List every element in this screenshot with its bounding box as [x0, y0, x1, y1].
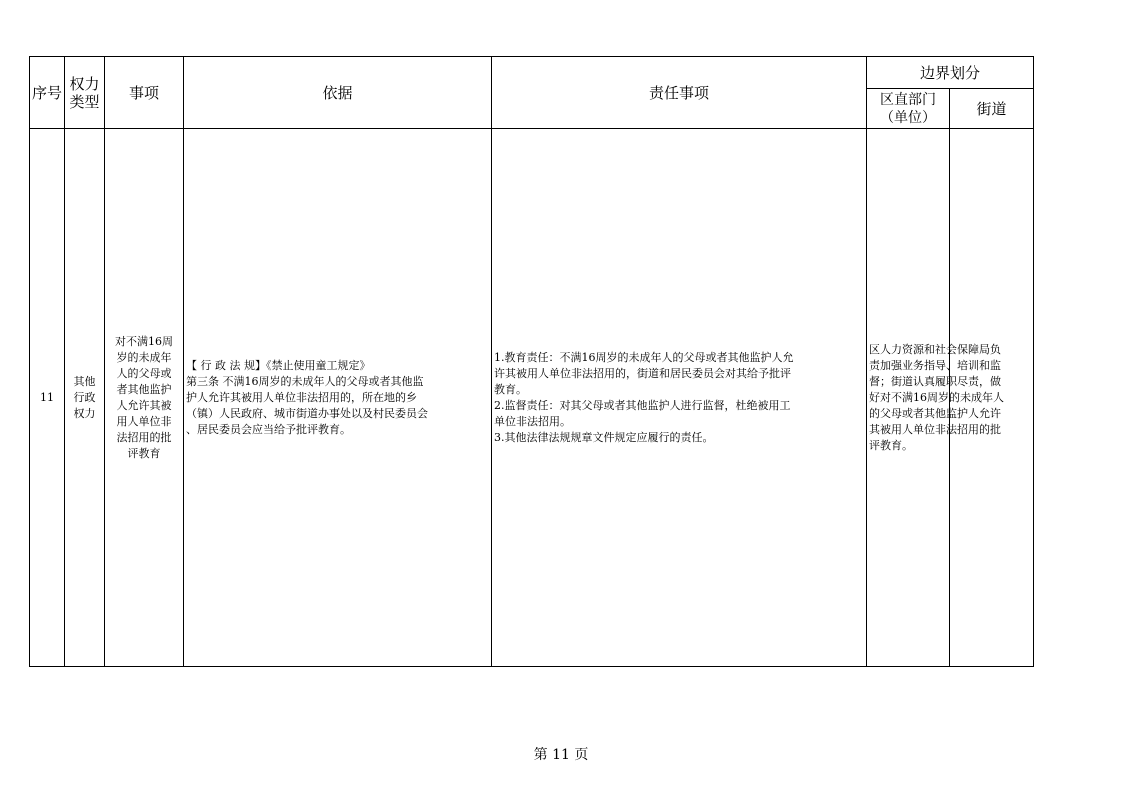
header-row-1: [30, 57, 1034, 89]
cell-item: [105, 129, 184, 667]
cell-responsibility-line: 3.其他法律法规规章文件规定应履行的责任。: [494, 430, 714, 444]
cell-responsibility-line: 许其被用人单位非法招用的，街道和居民委员会对其给予批评: [494, 366, 791, 380]
table-row: [30, 129, 1034, 667]
header-seq: 序号: [30, 57, 65, 129]
cell-responsibility-line: 1.教育责任：不满16周岁的未成年人的父母或者其他监护人允: [494, 350, 794, 364]
cell-basis-line: 【 行 政 法 规】《禁止使用童工规定》: [186, 358, 371, 372]
cell-responsibility: [492, 129, 867, 667]
cell-item-line: 人的父母或: [116, 366, 172, 380]
cell-district-dept-line: 好对不满16周岁的未成年人: [869, 390, 1004, 404]
header-district-dept-line2: （单位）: [880, 109, 936, 126]
page-number: 第 11 页: [533, 747, 589, 763]
cell-basis-line: 、居民委员会应当给予批评教育。: [186, 422, 351, 436]
cell-item-line: 人允许其被: [116, 398, 172, 412]
cell-item-line: 岁的未成年: [116, 350, 172, 364]
cell-district-dept-line: 责加强业务指导、培训和监: [869, 358, 1001, 372]
header-power-type-line2: 类型: [69, 92, 100, 111]
header-street: 街道: [950, 89, 1034, 129]
cell-district-dept-line: 督；街道认真履职尽责，做: [869, 374, 1001, 388]
header-boundary: 边界划分: [867, 57, 1034, 89]
cell-basis-line: 护人允许其被用人单位非法招用的，所在地的乡: [186, 390, 417, 404]
header-power-type-line1: 权力: [69, 74, 100, 93]
cell-district-dept-line: 的父母或者其他监护人允许: [869, 406, 1001, 420]
cell-power-type-line: 权力: [73, 406, 96, 420]
cell-basis: [184, 129, 492, 667]
cell-power-type-line: 行政: [73, 390, 96, 404]
cell-district-dept: [867, 129, 1004, 667]
header-power-type: [65, 57, 105, 129]
cell-responsibility-line: 2.监督责任：对其父母或者其他监护人进行监督，杜绝被用工: [494, 398, 791, 412]
cell-item-line: 评教育: [127, 446, 161, 460]
cell-item-line: 者其他监护: [116, 382, 172, 396]
cell-responsibility-line: 单位非法招用。: [494, 414, 571, 428]
cell-seq: 11: [30, 129, 65, 667]
header-district-dept: [867, 89, 950, 129]
cell-district-dept-line: 其被用人单位非法招用的批: [869, 422, 1001, 436]
header-item: 事项: [105, 57, 184, 129]
header-basis: 依据: [184, 57, 492, 129]
cell-item-line: 法招用的批: [116, 430, 172, 444]
cell-district-dept-line: 区人力资源和社会保障局负: [869, 342, 1001, 356]
cell-item-line: 对不满16周: [115, 334, 173, 348]
cell-responsibility-line: 教育。: [494, 382, 527, 396]
header-responsibility: 责任事项: [492, 57, 867, 129]
cell-basis-line: 第三条 不满16周岁的未成年人的父母或者其他监: [186, 374, 424, 388]
cell-power-type-line: 其他: [73, 374, 96, 388]
cell-basis-line: （镇）人民政府、城市街道办事处以及村民委员会: [186, 406, 428, 420]
cell-power-type: [65, 129, 105, 667]
responsibility-table: [29, 56, 1034, 667]
cell-district-dept-line: 评教育。: [869, 438, 913, 452]
cell-item-line: 用人单位非: [116, 414, 172, 428]
header-district-dept-line1: 区直部门: [880, 91, 936, 108]
